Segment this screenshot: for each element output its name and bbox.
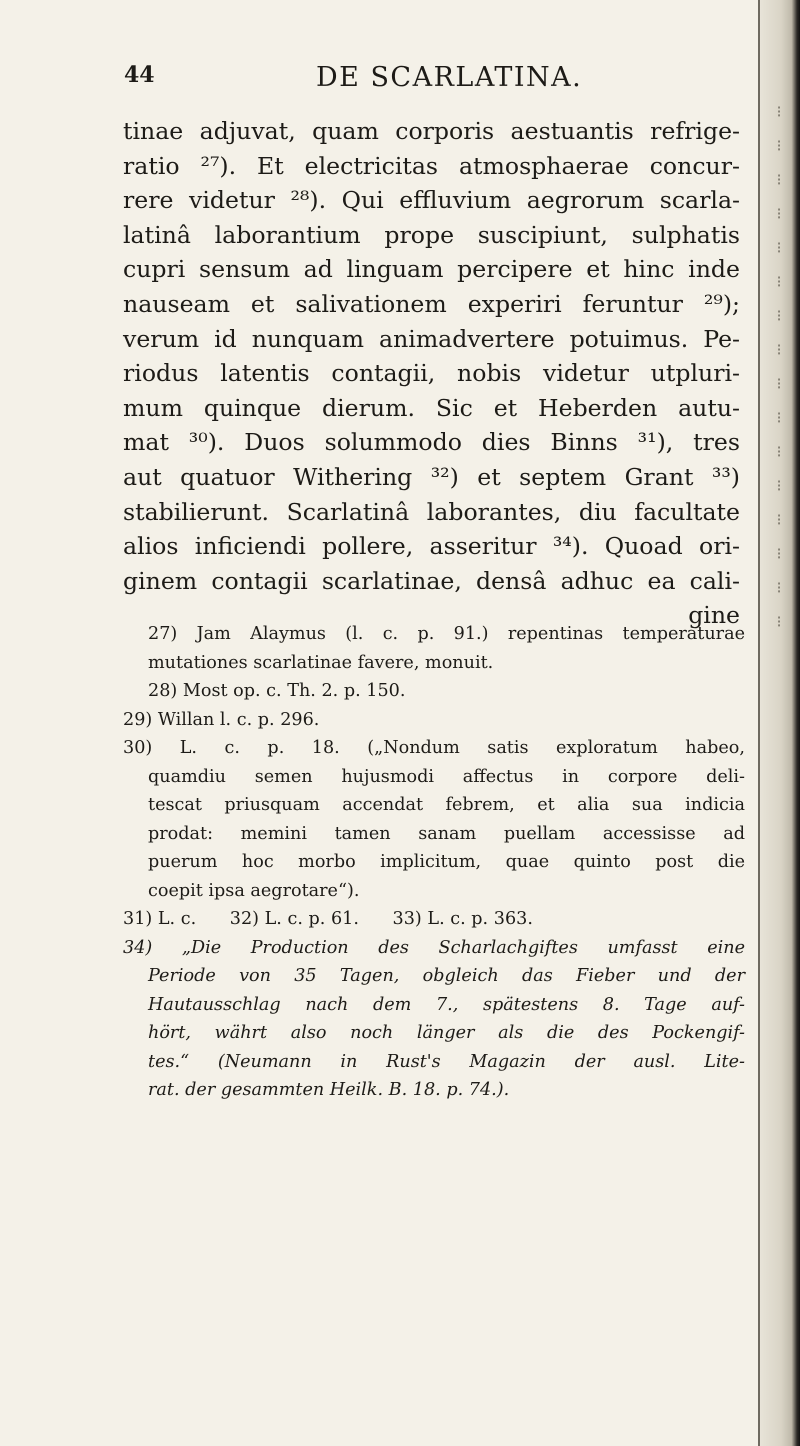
footnote-34-continued: Hautausschlag nach dem 7., spätestens 8. Tage auf- xyxy=(148,994,745,1015)
footnote-32: 32) L. c. p. 61. xyxy=(229,909,359,929)
text-line: ginem contagii scarlatinae, densâ adhuc ea cali- xyxy=(123,566,740,595)
facing-page-edge-marks: ⁝ ⁝ ⁝ ⁝ ⁝ ⁝ ⁝ ⁝ ⁝ ⁝ ⁝ ⁝ ⁝ ⁝ ⁝ ⁝ xyxy=(776,102,782,631)
footnote-30-continued: puerum hoc morbo implicitum, quae quinto post die xyxy=(148,852,745,872)
text-line: rere videtur ²⁸). Qui effluvium aegrorum scarla- xyxy=(123,186,740,215)
text-line: mat ³⁰). Duos solummodo dies Binns ³¹), tres xyxy=(123,428,740,457)
footnote-33: 33) L. c. p. 363. xyxy=(392,909,533,929)
text-line: alios inficiendi pollere, asseritur ³⁴). Quoad ori- xyxy=(123,532,740,561)
footnote-28: 28) Most op. c. Th. 2. p. 150. xyxy=(148,681,406,701)
footnote-29: 29) Willan l. c. p. 296. xyxy=(123,709,320,730)
page-number: 44 xyxy=(124,62,155,88)
text-line: latinâ laborantium prope suscipiunt, sulphatis xyxy=(123,220,740,249)
text-line: mum quinque dierum. Sic et Heberden autu- xyxy=(123,393,740,422)
footnotes-31-33 xyxy=(123,905,745,934)
footnote-27-continued: mutationes scarlatinae favere, monuit. xyxy=(148,652,494,673)
text-line: verum id nunquam animadvertere potuimus. Pe- xyxy=(123,324,740,353)
running-head: DE SCARLATINA. xyxy=(316,62,583,93)
footnote-30-continued: coepit ipsa aegrotare“). xyxy=(148,880,360,901)
text-line: aut quatuor Withering ³²) et septem Grant ³³) xyxy=(123,462,740,491)
text-line: riodus latentis contagii, nobis videtur utpluri- xyxy=(123,359,740,388)
footnote-30: 30) L. c. p. 18. („Nondum satis exploratum habeo, xyxy=(123,738,745,758)
text-line: ratio ²⁷). Et electricitas atmosphaerae concur- xyxy=(123,151,740,180)
main-text xyxy=(123,114,740,633)
footnote-34-continued: tes.“ (Neumann in Rust's Magazin der ausl. Lite- xyxy=(148,1051,745,1072)
page-header xyxy=(124,62,724,102)
footnote-31: 31) L. c. xyxy=(123,909,197,929)
text-line: tinae adjuvat, quam corporis aestuantis refrige- xyxy=(123,117,740,145)
text-line: stabilierunt. Scarlatinâ laborantes, diu facultate xyxy=(123,497,740,526)
footnotes xyxy=(123,620,745,1105)
footnote-30-continued: quamdiu semen hujusmodi affectus in corpore deli- xyxy=(148,766,745,787)
text-line: nauseam et salivationem experiri feruntur ²⁹); xyxy=(123,289,740,318)
catchword-line: gine xyxy=(688,601,740,630)
footnote-34: 34) „Die Production des Scharlachgiftes umfasst eine xyxy=(123,937,745,958)
footnote-27: 27) Jam Alaymus (l. c. p. 91.) repentinas temperaturae xyxy=(148,624,745,644)
footnote-34-continued: Periode von 35 Tagen, obgleich das Fieber und der xyxy=(148,966,745,986)
footnote-30-continued: tescat priusquam accendat febrem, et alia sua indicia xyxy=(148,795,745,815)
gutter-shadow-line xyxy=(758,0,760,1446)
footnote-30-continued: prodat: memini tamen sanam puellam accessisse ad xyxy=(148,823,745,844)
footnote-34-continued: rat. der gesammten Heilk. B. 18. p. 74.). xyxy=(148,1080,510,1100)
text-line: cupri sensum ad linguam percipere et hinc inde xyxy=(123,255,740,284)
footnote-34-continued: hört, währt also noch länger als die des Pockengif- xyxy=(148,1023,745,1043)
